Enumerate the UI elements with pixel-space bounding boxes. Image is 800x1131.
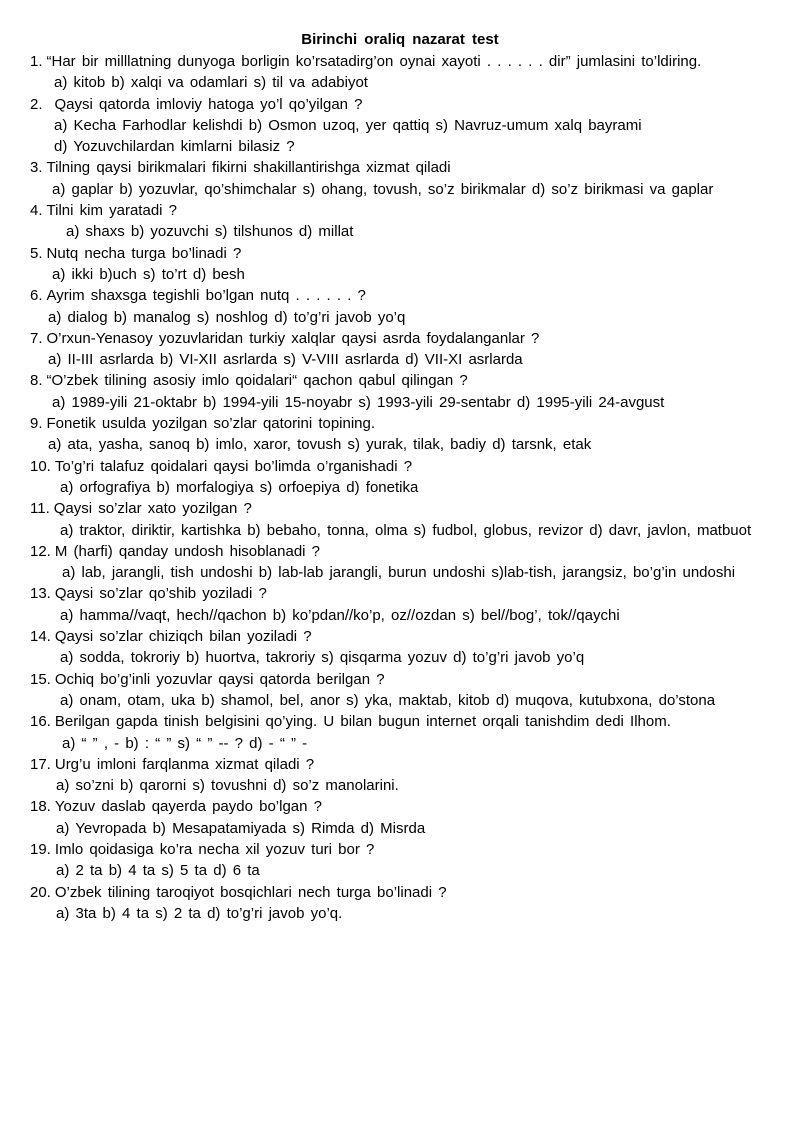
answer-options: a) “ ” , - b) : “ ” s) “ ” -- ? d) - “ ” - — [62, 734, 308, 752]
question-item — [30, 285, 775, 328]
question-text: Berilgan gapda tinish belgisini qo’ying. U bilan bugun internet orqali tanishdim dedi Ilhom. — [54, 713, 671, 731]
question-line — [30, 51, 775, 72]
question-line — [30, 796, 775, 817]
answer-options: a) so’zni b) qarorni s) tovushni d) so’z manolarini. — [56, 777, 399, 795]
page-title: Birinchi oraliq nazarat test — [301, 31, 499, 48]
question-number: 6. — [30, 287, 43, 305]
question-line — [30, 669, 775, 690]
answer-options: a) traktor, diriktir, kartishka b) bebaho, tonna, olma s) fudbol, globus, revizor d) davr, javlon, matbuot — [60, 521, 752, 539]
question-number: 11. — [30, 500, 50, 518]
answer-options: d) Yozuvchilardan kimlarni bilasiz ? — [54, 138, 295, 156]
question-line — [30, 498, 775, 519]
question-line — [30, 583, 775, 604]
question-line — [30, 754, 775, 775]
question-number: 20. — [30, 883, 51, 901]
answer-options: a) 2 ta b) 4 ta s) 5 ta d) 6 ta — [56, 862, 260, 880]
question-line — [30, 456, 775, 477]
question-text: Tilning qaysi birikmalari fikirni shakillantirishga xizmat qiladi — [46, 159, 451, 177]
question-item — [30, 370, 775, 413]
answer-options: a) lab, jarangli, tish undoshi b) lab-lab jarangli, burun undoshi s)lab-tish, jarangsiz, bo’g’in undoshi — [62, 564, 736, 582]
question-number: 16. — [30, 713, 51, 731]
question-number: 19. — [30, 840, 51, 858]
answer-options: a) ata, yasha, sanoq b) imlo, xaror, tovush s) yurak, tilak, badiy d) tarsnk, etak — [48, 436, 592, 454]
question-item — [30, 583, 775, 626]
question-line — [30, 157, 775, 178]
question-text: Qaysi so’zlar chiziqch bilan yoziladi ? — [54, 628, 312, 646]
question-text: O’zbek tilining taroqiyot bosqichlari nech turga bo’linadi ? — [54, 883, 447, 901]
question-line — [30, 94, 775, 115]
question-number: 8. — [30, 372, 43, 390]
question-number: 7. — [30, 329, 43, 347]
question-number: 13. — [30, 585, 51, 603]
question-text: Qaysi qatorda imloviy hatoga yo’l qo’yilgan ? — [54, 95, 363, 113]
question-item — [30, 413, 775, 456]
question-number: 9. — [30, 415, 43, 433]
answer-options: a) onam, otam, uka b) shamol, bel, anor s) yka, maktab, kitob d) muqova, kutubxona, do’stona — [60, 691, 716, 709]
question-text: Ayrim shaxsga tegishli bo’lgan nutq . . . . . . ? — [46, 287, 366, 305]
question-text: Imlo qoidasiga ko’ra necha xil yozuv turi bor ? — [54, 840, 375, 858]
question-list — [30, 51, 775, 924]
answer-options: a) Kecha Farhodlar kelishdi b) Osmon uzoq, yer qattiq s) Navruz-umum xalq bayrami — [54, 116, 642, 134]
question-item — [30, 796, 775, 839]
answer-options: a) dialog b) manalog s) noshlog d) to’g’ri javob yo’q — [48, 308, 406, 326]
question-text: O’rxun-Yenasoy yozuvlaridan turkiy xalqlar qaysi asrda foydalanganlar ? — [46, 329, 540, 347]
question-number: 10. — [30, 457, 51, 475]
question-text: Yozuv daslab qayerda paydo bo’lgan ? — [54, 798, 323, 816]
question-item — [30, 200, 775, 243]
question-line — [30, 541, 775, 562]
question-number: 12. — [30, 542, 51, 560]
answer-options: a) 3ta b) 4 ta s) 2 ta d) to’g’ri javob yo’q. — [56, 904, 343, 922]
answer-options: a) Yevropada b) Mesapatamiyada s) Rimda d) Misrda — [56, 819, 426, 837]
question-text: Qaysi so’zlar xato yozilgan ? — [53, 500, 252, 518]
question-line — [30, 626, 775, 647]
question-line — [30, 200, 775, 221]
question-number: 18. — [30, 798, 51, 816]
question-item — [30, 754, 775, 797]
question-text: M (harfi) qanday undosh hisoblanadi ? — [54, 542, 321, 560]
question-item — [30, 51, 775, 94]
answer-options: a) gaplar b) yozuvlar, qo’shimchalar s) ohang, tovush, so’z birikmalar d) so’z birikmasi va gaplar — [52, 180, 714, 198]
question-item — [30, 711, 775, 754]
question-item — [30, 541, 775, 584]
question-number: 15. — [30, 670, 51, 688]
question-line — [30, 882, 775, 903]
question-line — [30, 370, 775, 391]
question-item — [30, 498, 775, 541]
answer-options: a) sodda, tokroriy b) huortva, takroriy s) qisqarma yozuv d) to’g’ri javob yo’q — [60, 649, 585, 667]
question-text: Tilni kim yaratadi ? — [46, 202, 177, 220]
question-text: Urg’u imloni farqlanma xizmat qiladi ? — [54, 755, 315, 773]
question-text: To’g’ri talafuz qoidalari qaysi bo’limda o’rganishadi ? — [54, 457, 413, 475]
question-line — [30, 413, 775, 434]
question-item — [30, 839, 775, 882]
question-text: Ochiq bo’g’inli yozuvlar qaysi qatorda berilgan ? — [54, 670, 385, 688]
question-item — [30, 328, 775, 371]
question-item — [30, 882, 775, 925]
question-line — [30, 711, 775, 732]
question-number: 2. — [30, 95, 43, 113]
question-item — [30, 157, 775, 200]
question-number: 4. — [30, 202, 43, 220]
question-number: 1. — [30, 53, 43, 70]
question-line — [30, 839, 775, 860]
answer-options: a) II-III asrlarda b) VI-XII asrlarda s) V-VIII asrlarda d) VII-XI asrlarda — [48, 351, 523, 369]
question-text: Qaysi so’zlar qo’shib yoziladi ? — [54, 585, 267, 603]
answer-options: a) hamma//vaqt, hech//qachon b) ko’pdan//ko’p, oz//ozdan s) bel//bog’, tok//qaychi — [60, 606, 620, 624]
question-number: 5. — [30, 244, 43, 262]
question-text: Nutq necha turga bo’linadi ? — [46, 244, 242, 262]
question-item — [30, 243, 775, 286]
question-item — [30, 669, 775, 712]
question-line — [30, 328, 775, 349]
question-line — [30, 243, 775, 264]
question-item — [30, 456, 775, 499]
answer-options: a) shaxs b) yozuvchi s) tilshunos d) millat — [66, 223, 354, 241]
question-number: 14. — [30, 628, 51, 646]
question-number: 17. — [30, 755, 51, 773]
answer-options: a) 1989-yili 21-oktabr b) 1994-yili 15-noyabr s) 1993-yili 29-sentabr d) 1995-yili 24-avgust — [52, 393, 665, 411]
question-item — [30, 94, 775, 158]
question-text: “O’zbek tilining asosiy imlo qoidalari“ qachon qabul qilingan ? — [46, 372, 468, 390]
answer-options: a) orfografiya b) morfalogiya s) orfoepiya d) fonetika — [60, 478, 419, 496]
answer-options: a) ikki b)uch s) to’rt d) besh — [52, 265, 245, 283]
question-line — [30, 285, 775, 306]
question-number: 3. — [30, 159, 43, 177]
question-text: Fonetik usulda yozilgan so’zlar qatorini topining. — [46, 415, 376, 433]
answer-options: a) kitob b) xalqi va odamlari s) til va adabiyot — [54, 74, 368, 92]
question-text: “Har bir milllatning dunyoga borligin ko’rsatadirg’on oynai xayoti . . . . . . dir” jumlasini to’ldiring. — [46, 53, 702, 70]
question-item — [30, 626, 775, 669]
